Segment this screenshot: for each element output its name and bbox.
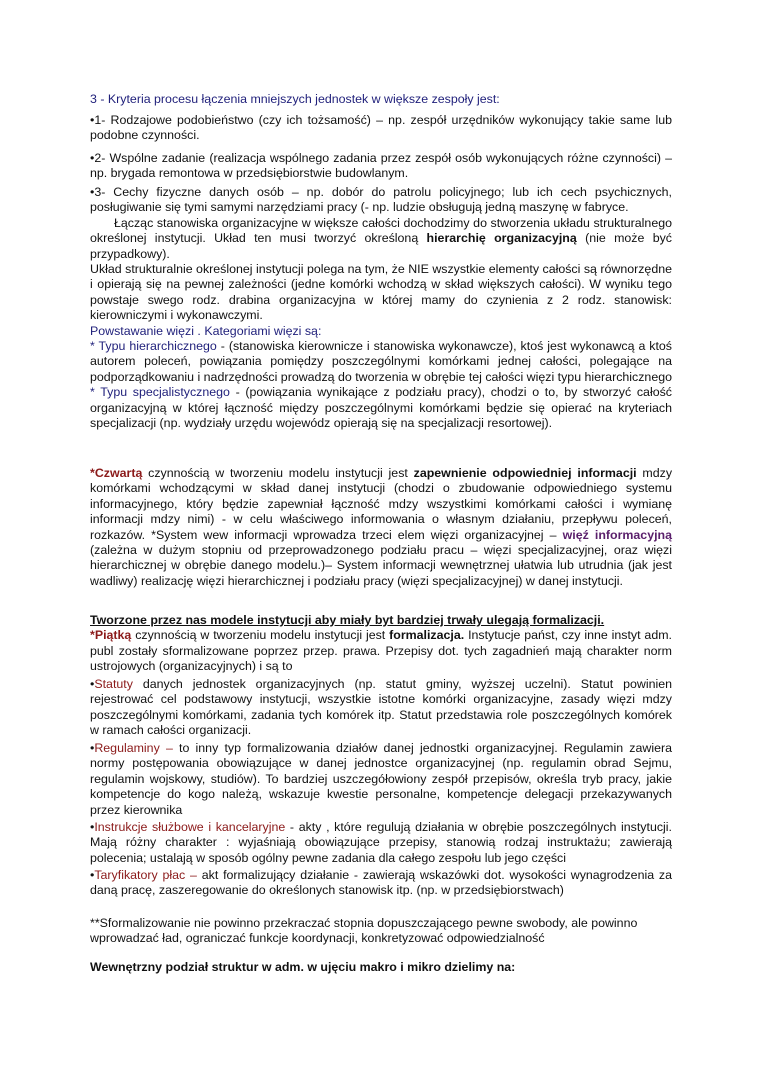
ties-heading: Powstawanie więzi . Kategoriami więzi są: — [90, 323, 322, 338]
fourth-label: *Czwartą — [90, 466, 143, 480]
criteria-item-2: •2- Wspólne zadanie (realizacja wspólnego zadania przez zespół osób wykonujących różne czynności) – np. brygada remontowa w przedsiębiorstwie budowlanym. — [90, 151, 672, 181]
formalization-note: **Sformalizowanie nie powinno przekraczać stopnia dopuszczającego pewne swobody, ale powinno wprowadzać ład, ograniczać funkcje koordynacji, konkretyzować odpowiedzialność — [90, 916, 638, 946]
criteria-item-1: •1- Rodzajowe podobieństwo (czy ich tożsamość) – np. zespół urzędników wykonujący takie same lub podobne czynności. — [90, 113, 672, 143]
tariffs-label: Taryfikatory płac – — [94, 868, 197, 882]
regulations-item: •Regulaminy – to inny typ formalizowania działów danej jednostki organizacyjnej. Regulamin zawiera normy postępowania obowiązujące w danej jednostce organizacyjnej (np. regulamin obrad Sejmu, regulamin wojskowy, studiów). To bardziej uszczegółowiony zespół przepisów, określa tryb pracy, jakie kompetencje do kogo należą, wskazuje kwestie personalne, kompetencje delegacji przekazywanych przez kierownika — [90, 741, 672, 817]
criteria-item-3 — [90, 185, 672, 432]
statutes-label: Statuty — [94, 677, 133, 691]
section-4-paragraph: *Czwartą czynnością w tworzeniu modelu instytucji jest zapewnienie odpowiedniej informacji mdzy komórkami wchodzącymi w skład danej instytucji (chodzi o zbudowanie odpowiedniego systemu informacyjnego, który będzie zapewniał łączność mdzy wszystkimi komórkami całości i wymianę informacji mdzy nimi) - w celu właściwego informowania o własnym działaniu, przepływu poleceń, rozkazów. *System wew informacji wprowadza trzeci elem więzi organizacyjnej – więź informacyjną (zależna w dużym stopniu od przeprowadzonego podziału pracu – więzi specjalizacyjnej, oraz więzi hierarchicznej w obrębie danego modelu.)– System informacji wewnętrznej ułatwia lub utrudnia (jak jest wadliwy) realizację więzi hierarchicznej i podziału pracy (więzi specjalizacyjnej) w danej instytucji. — [90, 466, 673, 588]
final-heading: Wewnętrzny podział struktur w adm. w ujęciu makro i mikro dzielimy na: — [90, 960, 516, 974]
statutes-item: •Statuty danych jednostek organizacyjnych (np. statut gminy, wyższej uczelni). Statut powinien rejestrować cel podstawowy instytucji, wszystkie istotne komórki organizacyjne, zasady więzi mdzy poszczególnymi komórkami, zadania tych komórek itp. Statut przedstawia role poszczególnych komórek w ramach całości organizacji. — [90, 677, 672, 738]
section-5 — [90, 613, 672, 675]
fifth-paragraph: *Piątką czynnością w tworzeniu modelu instytucji jest formalizacja. Instytucje państ, czy inne instyt adm. publ zostały sformalizowane poprzez przep. prawa. Przepisy dot. tych zagadnień mają charakter norm ustrojowych (organizacyjnych) i są to — [90, 628, 672, 674]
regulations-label: Regulaminy – — [94, 741, 173, 755]
paragraph-structure: Układ strukturalnie określonej instytucji polega na tym, że NIE wszystkie elementy całości są równorzędne i opierają się na pewnej zależności (jedne komórki wchodzą w skład większych całości). W wyniku tego powstaje swego rodz. drabina organizacyjna w której mamy do czynienia z 2 rodz. stanowisk: kierowniczymi i wykonawczymi. — [90, 262, 672, 323]
tariffs-item: •Taryfikatory płac – akt formalizujący działanie - zawierają wskazówki dot. wysokości wynagrodzenia za daną pracę, zaszeregowanie do określonych stanowisk itp. (np. w przedsiębiorstwach) — [90, 868, 672, 898]
information-tie-term: więź informacyjną — [562, 527, 672, 542]
instructions-label: Instrukcje służbowe i kancelaryjne — [94, 820, 286, 834]
fifth-label: *Piątką — [90, 628, 132, 643]
paragraph-hierarchy: Łącząc stanowiska organizacyjne w większe całości dochodzimy do stworzenia układu strukturalnego określonej instytucji. Układ ten musi tworzyć określoną hierarchię organizacyjną (nie może być przypadkowy). — [90, 215, 672, 261]
tie-type-specialist: * Typu specjalistycznego - (powiązania wynikające z podziału pracy), chodzi o to, by stworzyć całość organizacyjną w której łączność między poszczególnymi komórkami będzie się opierać na kryteriach specjalizacji (np. wydziały urzędu wojewódz opierają się na specjalizacji resortowej). — [90, 385, 672, 431]
tie-type-specialist-label: * Typu specjalistycznego — [90, 385, 230, 400]
tie-type-hierarchical-label: * Typu hierarchicznego — [90, 339, 217, 354]
criteria-item-3-text: •3- Cechy fizyczne danych osób – np. dobór do patrolu policyjnego; lub ich cech psychicznych, posługiwanie się tymi samymi narzędziami pracy (- np. ludzie obsługują jedną maszynę w fabryce. — [90, 185, 672, 215]
section-3-heading: 3 - Kryteria procesu łączenia mniejszych jednostek w większe zespoły jest: — [90, 92, 500, 106]
instructions-item: •Instrukcje służbowe i kancelaryjne - akty , które regulują działania w obrębie poszczególnych instytucji. Mają różny charakter : wyjaśniają obowiązujące przepisy, stanowią rodzaj instruktażu; zawierają polecenia; ustalają w sposób ogólny pewne zadania dla całego zespołu lub jego części — [90, 820, 672, 865]
formalization-heading: Tworzone przez nas modele instytucji aby miały byt bardziej trwały ulegają formalizacji. — [90, 613, 605, 627]
tie-type-hierarchical: * Typu hierarchicznego - (stanowiska kierownicze i stanowiska wykonawcze), ktoś jest wykonawcą a ktoś autorem poleceń, powiązania pomiędzy poszczególnymi komórkami jednej całości, polegające na podporządkowaniu i nadrzędności prowadzą do tworzenia w obrębie tej całości więzi typu hierarchicznego — [90, 339, 672, 384]
